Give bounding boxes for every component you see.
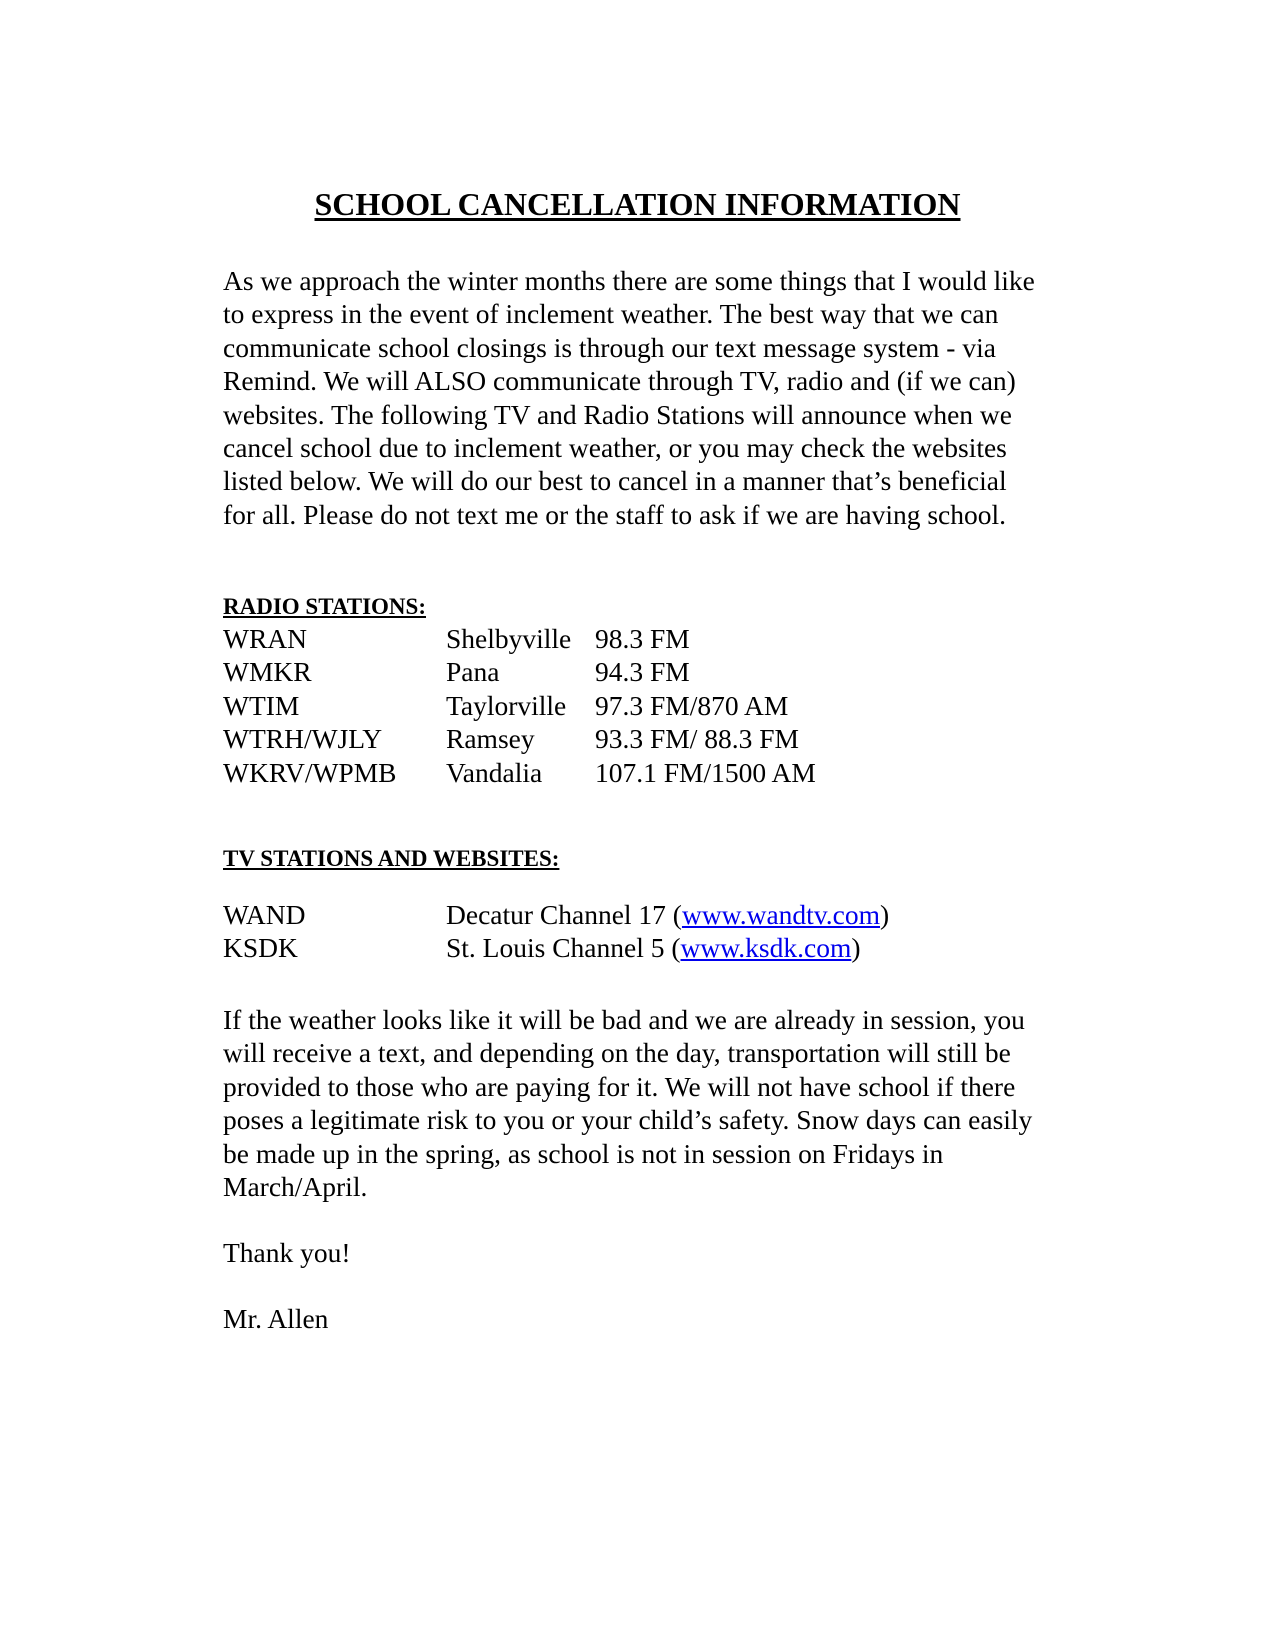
station-city: Vandalia: [446, 756, 543, 788]
station-channel: St. Louis Channel 5 (: [446, 932, 681, 964]
station-call-sign: WMKR: [223, 656, 312, 688]
station-description: [446, 898, 1046, 931]
station-call-sign: WAND: [223, 899, 306, 930]
ksdk-link[interactable]: www.ksdk.com: [680, 932, 852, 964]
station-city: Shelbyville: [446, 623, 572, 654]
station-city: Pana: [446, 656, 500, 688]
station-call-sign: WTRH/WJLY: [223, 723, 383, 755]
table-row: [223, 898, 1046, 931]
station-description: [446, 931, 1046, 964]
station-frequency: 107.1 FM/1500 AM: [595, 756, 816, 788]
page-title: SCHOOL CANCELLATION INFORMATION: [314, 186, 961, 222]
table-row: [223, 756, 855, 789]
thank-you-line: Thank you!: [223, 1237, 351, 1268]
station-channel: Decatur Channel 17 (: [446, 899, 682, 930]
table-row: [223, 931, 1046, 964]
table-row: [223, 655, 855, 688]
station-call-sign: WTIM: [223, 689, 300, 721]
station-frequency: 93.3 FM/ 88.3 FM: [595, 723, 800, 755]
wandtv-link[interactable]: www.wandtv.com: [681, 899, 881, 930]
table-row: [223, 689, 855, 722]
station-call-sign: WRAN: [223, 623, 308, 654]
signature: Mr. Allen: [223, 1303, 329, 1334]
radio-stations-heading: RADIO STATIONS:: [223, 594, 426, 619]
closing-paren: ): [851, 932, 861, 964]
tv-stations-table: [223, 898, 1046, 965]
closing-paragraph: If the weather looks like it will be bad and we are already in session, you will receive a text, and depending on the day, transportation will still be provided to those who are paying for it. We will not have school if there poses a legitimate risk to you or your child’s safety. Snow days can easily be made up in the spring, as school is not in session on Fridays in March/April.: [223, 1004, 1033, 1203]
closing-paren: ): [880, 899, 890, 930]
tv-stations-heading: TV STATIONS AND WEBSITES:: [223, 846, 560, 871]
station-call-sign: KSDK: [223, 932, 298, 964]
station-frequency: 98.3 FM: [595, 623, 690, 654]
station-city: Ramsey: [446, 723, 535, 755]
radio-stations-table: [223, 622, 855, 789]
intro-paragraph: As we approach the winter months there are some things that I would like to express in the event of inclement weather. The best way that we can communicate school closings is through our text message system - via Remind. We will ALSO communicate through TV, radio and (if we can) websites. The following TV and Radio Stations will announce when we cancel school due to inclement weather, or you may check the websites listed below. We will do our best to cancel in a manner that’s beneficial for all. Please do not text me or the staff to ask if we are having school.: [223, 265, 1035, 530]
table-row: [223, 722, 855, 755]
station-call-sign: WKRV/WPMB: [223, 756, 397, 788]
table-row: [223, 622, 855, 655]
station-frequency: 94.3 FM: [595, 656, 690, 688]
station-frequency: 97.3 FM/870 AM: [595, 689, 789, 721]
station-city: Taylorville: [446, 689, 567, 721]
